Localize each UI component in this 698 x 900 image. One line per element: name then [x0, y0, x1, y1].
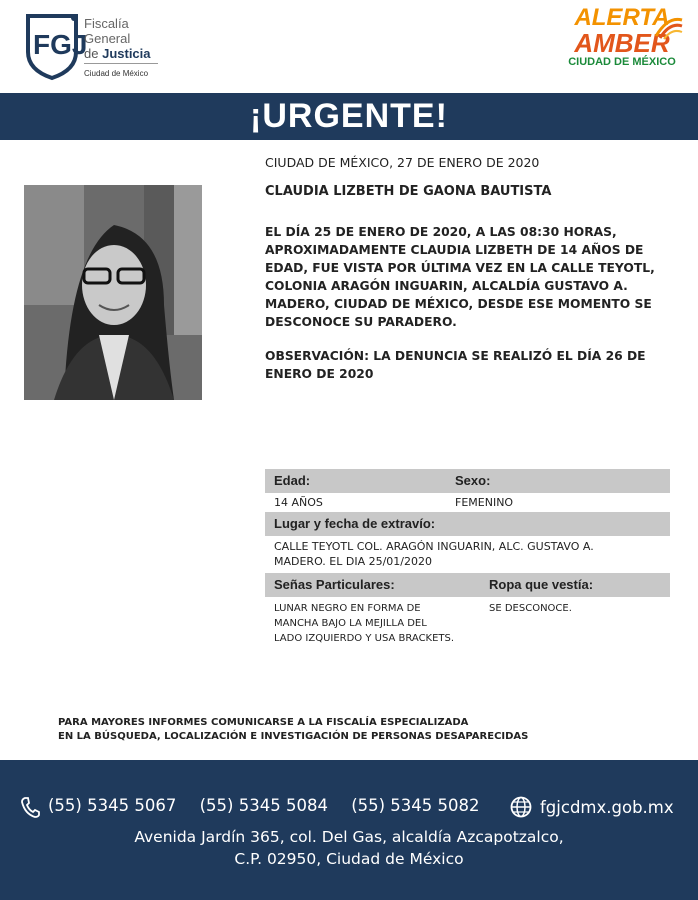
person-name: CLAUDIA LIZBETH DE GAONA BAUTISTA — [265, 184, 552, 199]
urgent-banner: ¡URGENTE! — [0, 93, 698, 140]
description-line: DESCONOCE SU PARADERO. — [265, 315, 457, 329]
swoosh-icon — [654, 14, 684, 40]
observation — [265, 347, 673, 383]
age-sex-values — [265, 493, 670, 512]
address-line1: Avenida Jardín 365, col. Del Gas, alcaldía Azcapotzalco, — [134, 828, 564, 846]
logo-text: FGJ — [33, 29, 88, 60]
org-line1: Fiscalía — [84, 16, 129, 31]
marks-clothes-values — [265, 597, 670, 647]
description — [265, 223, 673, 331]
address-line2: C.P. 02950, Ciudad de México — [234, 850, 464, 868]
more-info-note — [58, 716, 528, 744]
marks-label: Señas Particulares: — [274, 577, 395, 592]
address — [0, 826, 698, 870]
header — [0, 0, 698, 92]
globe-icon — [510, 796, 532, 818]
notice-content — [265, 155, 673, 383]
amber-line3: CIUDAD DE MÉXICO — [568, 56, 676, 68]
description-line: MADERO, CIUDAD DE MÉXICO, DESDE ESE MOMENTO SE — [265, 297, 652, 311]
website-link[interactable]: fgjcdmx.gob.mx — [540, 798, 674, 817]
details-table — [265, 469, 670, 647]
description-line: EL DÍA 25 DE ENERO DE 2020, A LAS 08:30 HORAS, — [265, 225, 617, 239]
amber-line2: AMBER — [574, 28, 670, 58]
place-label: Lugar y fecha de extravío: — [274, 516, 436, 531]
age-value: 14 AÑOS — [274, 496, 323, 509]
place-line: CALLE TEYOTL COL. ARAGÓN INGUARIN, ALC. GUSTAVO A. — [274, 540, 594, 553]
place-line: MADERO. EL DIA 25/01/2020 — [274, 555, 432, 568]
phone-number-1[interactable]: (55) 5345 5067 — [48, 796, 177, 815]
age-label: Edad: — [274, 473, 311, 488]
org-line3-prefix: de — [84, 46, 99, 61]
org-line4: Ciudad de México — [84, 63, 158, 81]
phone-numbers — [48, 796, 480, 815]
place-header — [265, 512, 670, 536]
place-values — [265, 536, 670, 573]
org-line3-strong: Justicia — [102, 46, 151, 61]
more-info-line2: EN LA BÚSQUEDA, LOCALIZACIÓN E INVESTIGACIÓN DE PERSONAS DESAPARECIDAS — [58, 731, 529, 742]
phone-number-3[interactable]: (55) 5345 5082 — [351, 796, 480, 815]
fgj-logo — [24, 12, 88, 80]
org-line3 — [84, 46, 158, 61]
description-line: APROXIMADAMENTE CLAUDIA LIZBETH DE 14 AÑOS DE — [265, 243, 644, 257]
description-line: EDAD, FUE VISTA POR ÚLTIMA VEZ EN LA CALLE TEYOTL, — [265, 261, 655, 275]
org-line2: General — [84, 31, 131, 46]
marks-line: LUNAR NEGRO EN FORMA DE — [274, 603, 421, 614]
more-info-line1: PARA MAYORES INFORMES COMUNICARSE A LA FISCALÍA ESPECIALIZADA — [58, 717, 469, 728]
missing-person-photo — [24, 185, 202, 400]
phone-number-2[interactable]: (55) 5345 5084 — [199, 796, 328, 815]
marks-value — [274, 601, 454, 646]
sex-value: FEMENINO — [455, 496, 514, 509]
org-name — [84, 16, 158, 81]
marks-line: MANCHA BAJO LA MEJILLA DEL — [274, 618, 427, 629]
sex-label: Sexo: — [455, 473, 491, 488]
alerta-amber-logo — [556, 6, 688, 82]
age-sex-header — [265, 469, 670, 493]
phone-icon — [20, 796, 40, 818]
footer — [0, 760, 698, 900]
observation-line: OBSERVACIÓN: LA DENUNCIA SE REALIZÓ EL DÍA 26 DE — [265, 349, 646, 363]
observation-line: ENERO DE 2020 — [265, 367, 374, 381]
marks-line: LADO IZQUIERDO Y USA BRACKETS. — [274, 633, 455, 644]
marks-clothes-header — [265, 573, 670, 597]
amber-line1: ALERTA — [574, 4, 670, 31]
description-line: COLONIA ARAGÓN INGUARIN, ALCALDÍA GUSTAVO A. — [265, 279, 628, 293]
clothes-label: Ropa que vestía: — [489, 577, 594, 592]
date-line: CIUDAD DE MÉXICO, 27 DE ENERO DE 2020 — [265, 155, 540, 170]
clothes-value: SE DESCONOCE. — [489, 603, 572, 614]
